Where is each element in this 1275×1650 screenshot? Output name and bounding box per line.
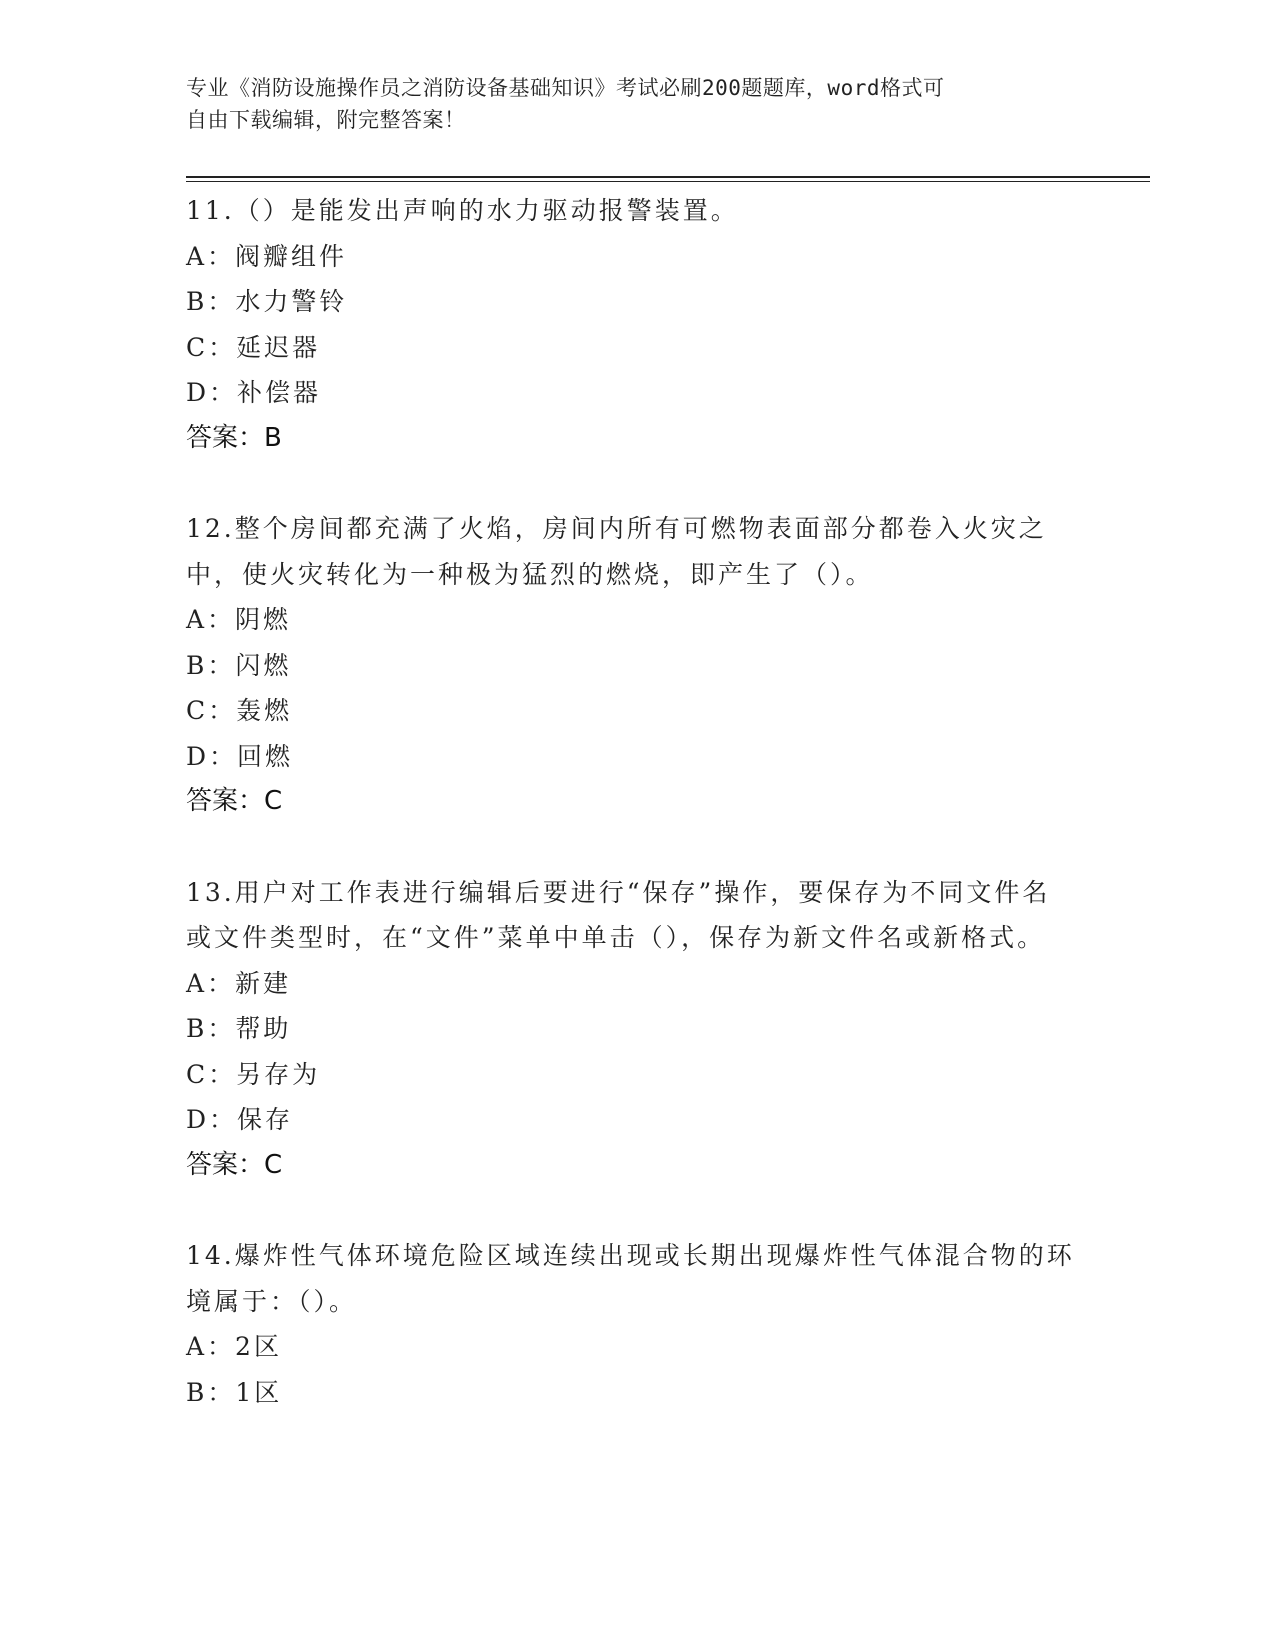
question-14 — [186, 1233, 1086, 1415]
question-stem: 12.整个房间都充满了火焰，房间内所有可燃物表面部分都卷入火灾之中，使火灾转化为一种极为猛烈的燃烧，即产生了（）。 — [186, 514, 1047, 589]
option-a: A：2区 — [186, 1332, 282, 1361]
option-b: B：水力警铃 — [186, 287, 348, 316]
question-spacer — [186, 461, 1086, 506]
question-stem: 13.用户对工作表进行编辑后要进行“保存”操作，要保存为不同文件名或文件类型时，在“文件”菜单中单击（），保存为新文件名或新格式。 — [186, 877, 1051, 952]
option-c: C：轰燃 — [186, 696, 293, 725]
option-c: C：延迟器 — [186, 332, 321, 362]
header-divider — [186, 176, 1150, 178]
question-stem: 14.爆炸性气体环境危险区域连续出现或长期出现爆炸性气体混合物的环境属于：（）。 — [186, 1241, 1075, 1316]
option-a: A：新建 — [186, 968, 292, 998]
option-b: B：1区 — [186, 1377, 283, 1407]
question-stem: 11.（）是能发出声响的水力驱动报警装置。 — [186, 196, 739, 225]
document-header — [186, 72, 1066, 136]
question-spacer — [186, 825, 1086, 870]
answer: 答案：C — [186, 1149, 283, 1180]
option-d: D：保存 — [186, 1105, 294, 1134]
option-b: B：闪燃 — [186, 650, 292, 680]
header-line-1: 专业《消防设施操作员之消防设备基础知识》考试必刷200题题库，word格式可 — [186, 76, 945, 100]
header-line-2: 自由下载编辑，附完整答案！ — [186, 108, 466, 132]
answer: 答案：B — [186, 422, 282, 453]
header-divider-thin — [186, 181, 1150, 182]
option-d: D：回燃 — [186, 741, 294, 771]
answer: 答案：C — [186, 786, 283, 816]
option-a: A：阀瓣组件 — [186, 241, 348, 271]
question-13 — [186, 870, 1086, 1189]
option-b: B：帮助 — [186, 1014, 292, 1043]
option-d: D：补偿器 — [186, 378, 322, 407]
question-list — [186, 188, 1086, 1415]
question-spacer — [186, 1188, 1086, 1233]
question-12 — [186, 506, 1086, 825]
question-11 — [186, 188, 1086, 461]
option-a: A：阴燃 — [186, 605, 292, 634]
option-c: C：另存为 — [186, 1059, 321, 1089]
